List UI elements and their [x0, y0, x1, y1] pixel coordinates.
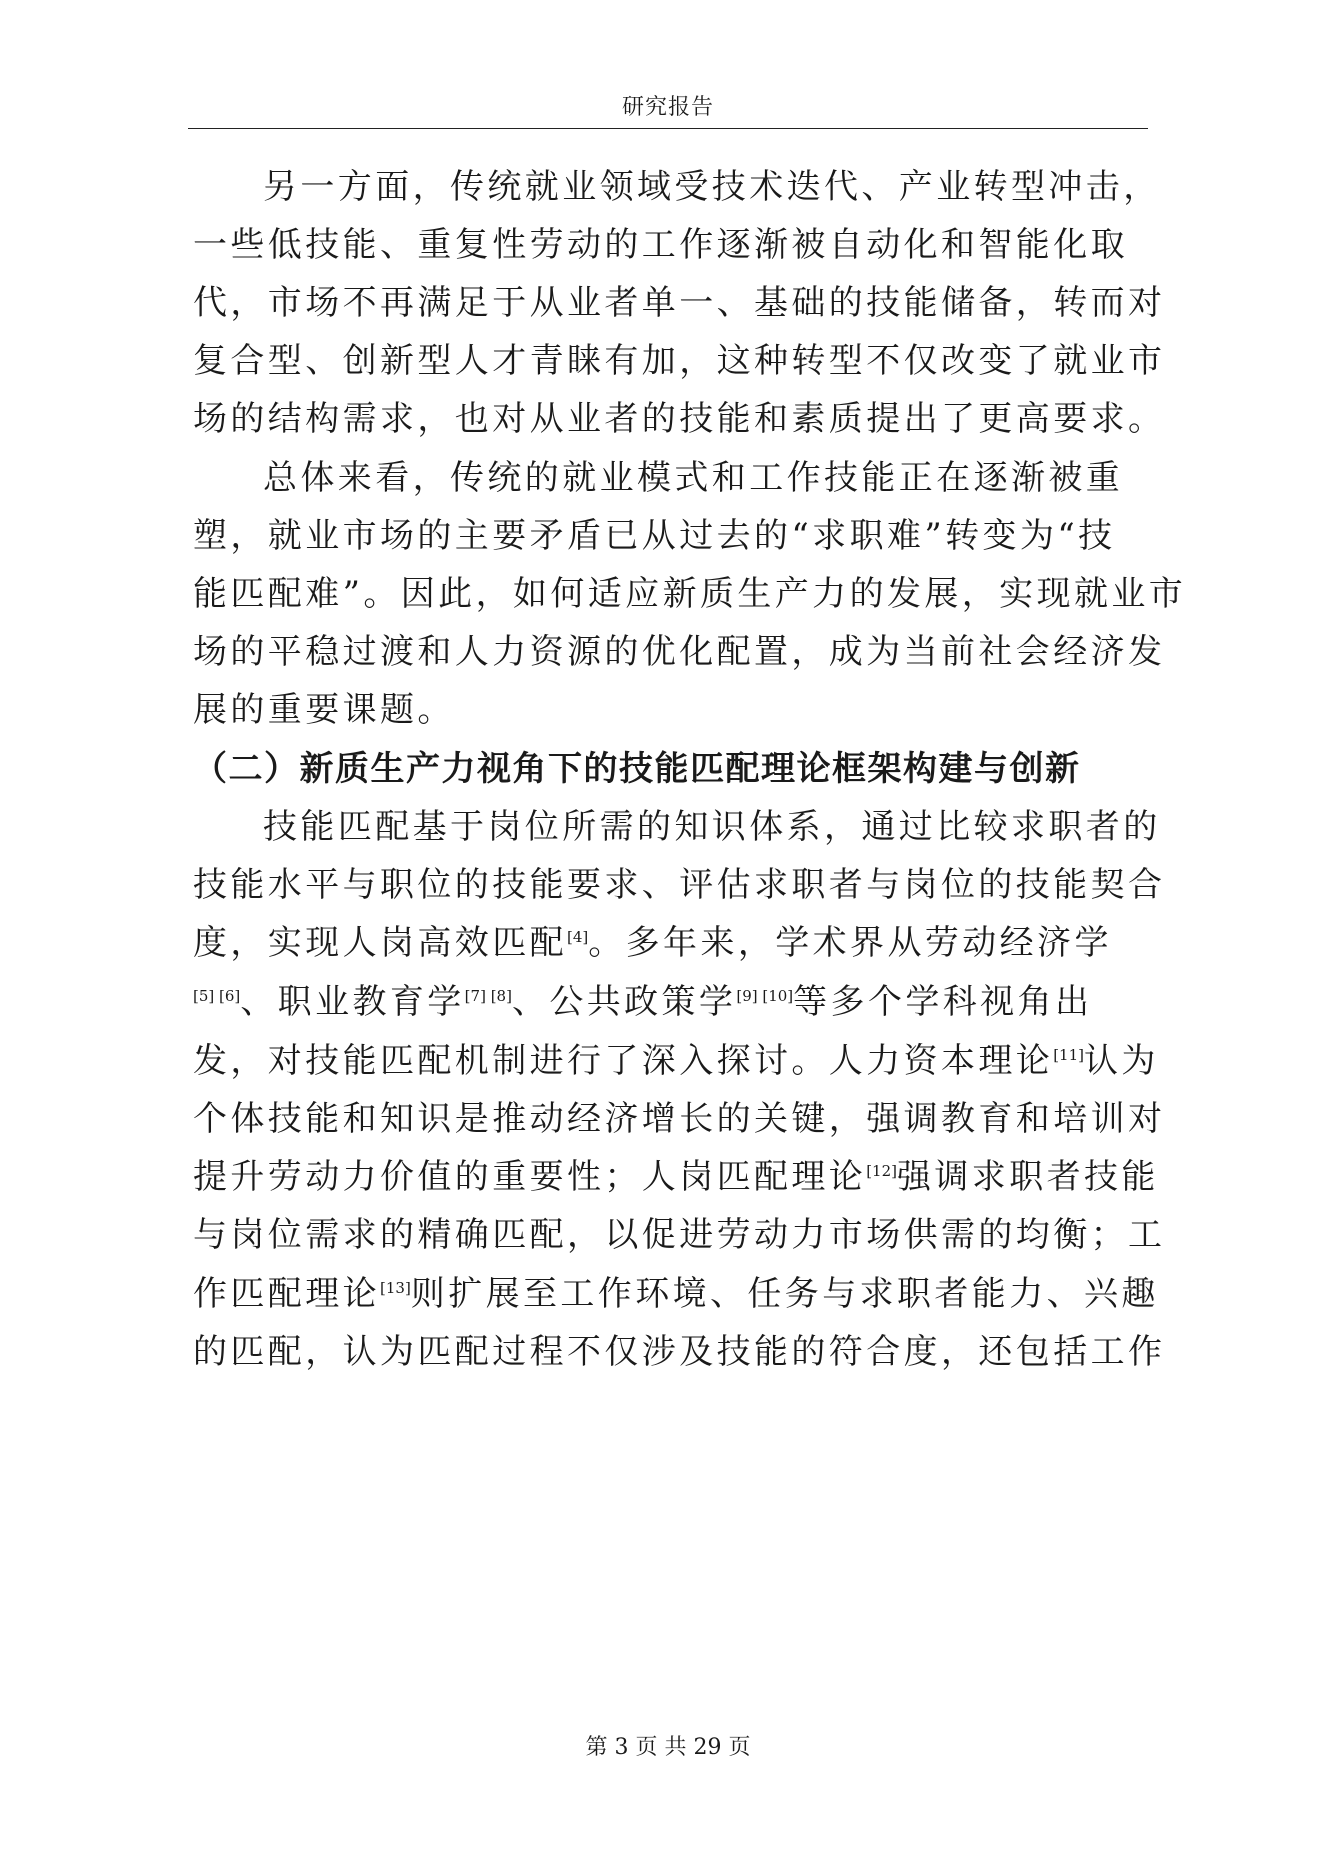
text-segment: 认为 — [1084, 1041, 1159, 1081]
paragraph-line: 技能水平与职位的技能要求、评估求职者与岗位的技能契合 — [193, 865, 1166, 905]
paragraph-line: 与岗位需求的精确匹配，以促进劳动力市场供需的均衡；工 — [193, 1215, 1166, 1255]
citation-ref: [11] — [1053, 1046, 1084, 1064]
paragraph-line: 场的结构需求，也对从业者的技能和素质提出了更高要求。 — [193, 399, 1166, 439]
text-segment: 则扩展至工作环境、任务与求职者能力、兴趣 — [410, 1274, 1159, 1314]
paragraph-line: 另一方面，传统就业领域受技术迭代、产业转型冲击， — [263, 167, 1161, 207]
paragraph-line: 展的重要课题。 — [193, 690, 455, 730]
paragraph-line — [193, 1155, 1159, 1199]
paragraph-line: 塑，就业市场的主要矛盾已从过去的“求职难”转变为“技 — [193, 516, 1116, 556]
text-segment: 提升劳动力价值的重要性；人岗匹配理论 — [193, 1157, 867, 1197]
citation-ref: [7] [8] — [464, 987, 512, 1005]
citation-ref: [12] — [866, 1162, 897, 1180]
text-segment: 发，对技能匹配机制进行了深入探讨。人力资本理论 — [193, 1041, 1054, 1081]
paragraph-line — [193, 1272, 1159, 1316]
paragraph-line: 技能匹配基于岗位所需的知识体系，通过比较求职者的 — [263, 807, 1161, 847]
paragraph-line — [193, 921, 1153, 965]
paragraph-line — [193, 1039, 1159, 1083]
citation-ref: [9] [10] — [736, 987, 794, 1005]
text-segment: 强调求职者技能 — [897, 1157, 1159, 1197]
paragraph-line: 的匹配，认为匹配过程不仅涉及技能的符合度，还包括工作 — [193, 1332, 1166, 1372]
text-segment: 、职业教育学 — [240, 982, 465, 1022]
paragraph-line — [193, 980, 1153, 1024]
paragraph-line: 一些低技能、重复性劳动的工作逐渐被自动化和智能化取 — [193, 225, 1128, 265]
text-segment: 度，实现人岗高效匹配 — [193, 923, 567, 963]
paragraph-line: 复合型、创新型人才青睐有加，这种转型不仅改变了就业市 — [193, 341, 1166, 381]
paragraph-line: 能匹配难”。因此，如何适应新质生产力的发展，实现就业市 — [193, 574, 1187, 614]
paragraph-line: 场的平稳过渡和人力资源的优化配置，成为当前社会经济发 — [193, 632, 1166, 672]
page-footer: 第 3 页 共 29 页 — [585, 1735, 751, 1760]
citation-ref: [4] — [567, 928, 589, 946]
text-segment: 。多年来，学术界从劳动经济学 — [588, 923, 1112, 963]
citation-ref: [5] [6] — [193, 987, 241, 1005]
citation-ref: [13] — [380, 1279, 411, 1297]
paragraph-line: 个体技能和知识是推动经济增长的关键，强调教育和培训对 — [193, 1099, 1166, 1139]
text-segment: 等多个学科视角出 — [793, 982, 1093, 1022]
text-segment: 、公共政策学 — [511, 982, 737, 1022]
header-divider — [188, 128, 1148, 129]
paragraph-line: 代，市场不再满足于从业者单一、基础的技能储备，转而对 — [193, 283, 1166, 323]
text-segment: 作匹配理论 — [193, 1274, 380, 1314]
paragraph-line: 总体来看，传统的就业模式和工作技能正在逐渐被重 — [263, 458, 1124, 498]
page-header: 研究报告 — [621, 95, 714, 120]
section-heading: （二）新质生产力视角下的技能匹配理论框架构建与创新 — [193, 749, 1081, 789]
